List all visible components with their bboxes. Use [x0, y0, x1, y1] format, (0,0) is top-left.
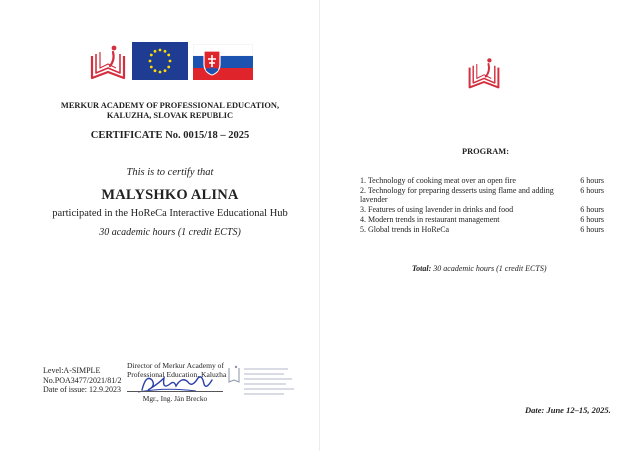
program-date: Date: June 12–15, 2025.	[525, 405, 611, 415]
page-fold	[319, 0, 320, 451]
program-item	[360, 225, 604, 234]
recipient-name: MALYSHKO ALINA	[101, 187, 239, 203]
certify-text: This is to certify that	[126, 167, 214, 178]
program-topic: 2. Technology for preparing desserts using flame and adding lavender	[360, 186, 554, 204]
institution-stamp-icon	[226, 364, 300, 398]
program-hours: 6 hours	[580, 225, 604, 234]
participation-text: participated in the HoReCa Interactive Educational Hub	[52, 208, 288, 219]
program-item	[360, 186, 604, 204]
program-hours: 6 hours	[580, 176, 604, 185]
program-hours: 6 hours	[580, 205, 604, 214]
program-topic: 1. Technology of cooking meat over an open fire	[360, 176, 516, 185]
total-hours	[412, 264, 547, 273]
program-hours: 6 hours	[580, 186, 604, 195]
program-topic: 4. Modern trends in restaurant management	[360, 215, 500, 224]
program-topic: 3. Features of using lavender in drinks and food	[360, 205, 514, 214]
program-title: PROGRAM:	[462, 147, 509, 156]
total-value: 30 academic hours (1 credit ECTS)	[433, 264, 547, 273]
institution-name	[45, 101, 295, 121]
academic-hours: 30 academic hours (1 credit ECTS)	[99, 227, 241, 238]
program-item	[360, 205, 604, 214]
institution-line-1: MERKUR ACADEMY OF PROFESSIONAL EDUCATION,	[60, 101, 280, 110]
director-line-1: Director of Merkur Academy of	[127, 361, 224, 370]
institution-line-2: KALUZHA, SLOVAK REPUBLIC	[106, 111, 234, 120]
signature-icon	[136, 370, 216, 396]
program-list	[360, 176, 604, 235]
signature-line	[127, 391, 223, 392]
director-line-2: Professional Education, Kaluzha	[127, 370, 227, 379]
eu-flag-icon	[132, 42, 188, 80]
program-item	[360, 215, 604, 224]
slovakia-flag-icon	[193, 44, 253, 80]
certificate-number: CERTIFICATE No. 0015/18 – 2025	[90, 130, 250, 141]
academy-logo-icon	[88, 42, 128, 82]
academy-logo-right-icon	[466, 55, 502, 91]
level-line: Level:A-SIMPLE	[43, 366, 101, 375]
program-topic: 5. Global trends in HoReCa	[360, 225, 450, 234]
signer-name: Mgr., Ing. Ján Brecko	[142, 394, 208, 403]
program-hours: 6 hours	[580, 215, 604, 224]
total-label: Total:	[412, 264, 432, 273]
program-item	[360, 176, 604, 185]
issue-date: Date of issue: 12.9.2023	[43, 385, 121, 394]
registration-number: No.POA3477/2021/81/2	[43, 375, 122, 385]
